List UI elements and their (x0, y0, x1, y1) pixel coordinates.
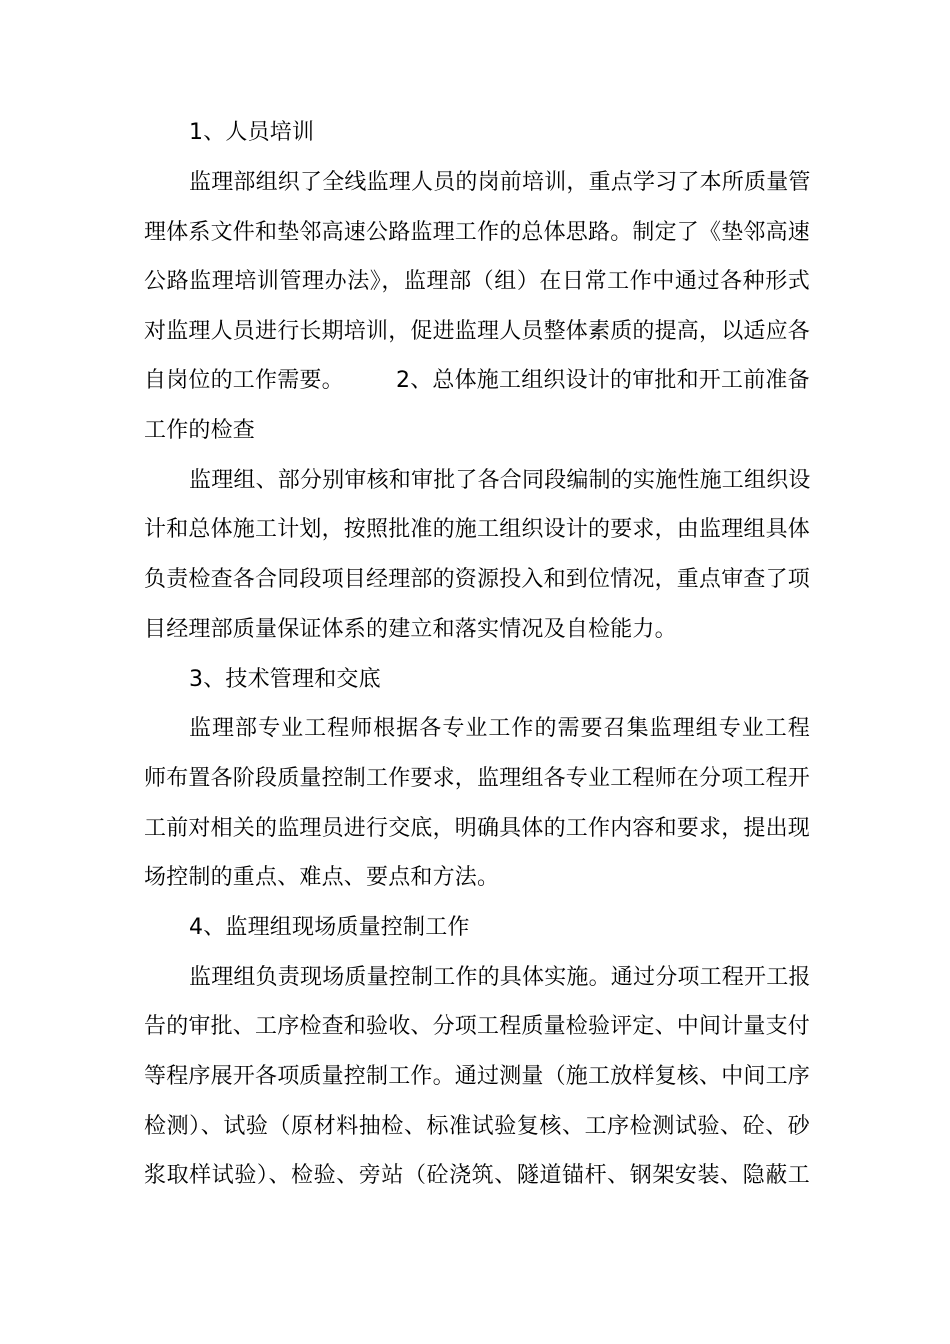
paragraph-line: 监理组负责现场质量控制工作的具体实施。通过分项工程开工报 (189, 965, 811, 990)
paragraph-line: 告的审批、工序检查和验收、分项工程质量检验评定、中间计量支付 (144, 1014, 811, 1039)
paragraph-line: 工前对相关的监理员进行交底，明确具体的工作内容和要求，提出现 (144, 816, 811, 841)
paragraph-line: 公路监理培训管理办法》，监理部（组）在日常工作中通过各种形式 (144, 269, 810, 294)
heading-technical-management: 3、技术管理和交底 (189, 667, 381, 692)
paragraph-line: 场控制的重点、难点、要点和方法。 (144, 865, 500, 890)
paragraph-line: 目经理部质量保证体系的建立和落实情况及自检能力。 (144, 617, 677, 642)
paragraph-line: 计和总体施工计划，按照批准的施工组织设计的要求，由监理组具体 (144, 517, 811, 542)
heading-personnel-training: 1、人员培训 (189, 120, 315, 145)
paragraph-line: 浆取样试验）、检验、旁站（砼浇筑、隧道锚杆、钢架安装、隐蔽工 (144, 1163, 810, 1188)
heading-construction-organization-design: 2、总体施工组织设计的审批和开工前准备 (396, 368, 810, 393)
paragraph-line: 理体系文件和垫邻高速公路监理工作的总体思路。制定了《垫邻高速 (144, 220, 811, 245)
paragraph-line: 监理部专业工程师根据各专业工作的需要召集监理组专业工程 (189, 716, 810, 741)
heading-site-quality-control: 4、监理组现场质量控制工作 (189, 915, 470, 940)
paragraph-line: 自岗位的工作需要。 (144, 368, 344, 393)
paragraph-line: 监理部组织了全线监理人员的岗前培训，重点学习了本所质量管 (189, 170, 811, 195)
heading-continuation: 工作的检查 (144, 418, 256, 443)
paragraph-line: 负责检查各合同段项目经理部的资源投入和到位情况，重点审查了项 (144, 567, 811, 592)
paragraph-line: 监理组、部分别审核和审批了各合同段编制的实施性施工组织设 (189, 468, 811, 493)
paragraph-line: 等程序展开各项质量控制工作。通过测量（施工放样复核、中间工序 (144, 1064, 811, 1089)
paragraph-line: 检测）、试验（原材料抽检、标准试验复核、工序检测试验、砼、砂 (144, 1114, 810, 1139)
paragraph-line: 师布置各阶段质量控制工作要求，监理组各专业工程师在分项工程开 (144, 766, 811, 791)
paragraph-line: 对监理人员进行长期培训，促进监理人员整体素质的提高，以适应各 (144, 319, 811, 344)
